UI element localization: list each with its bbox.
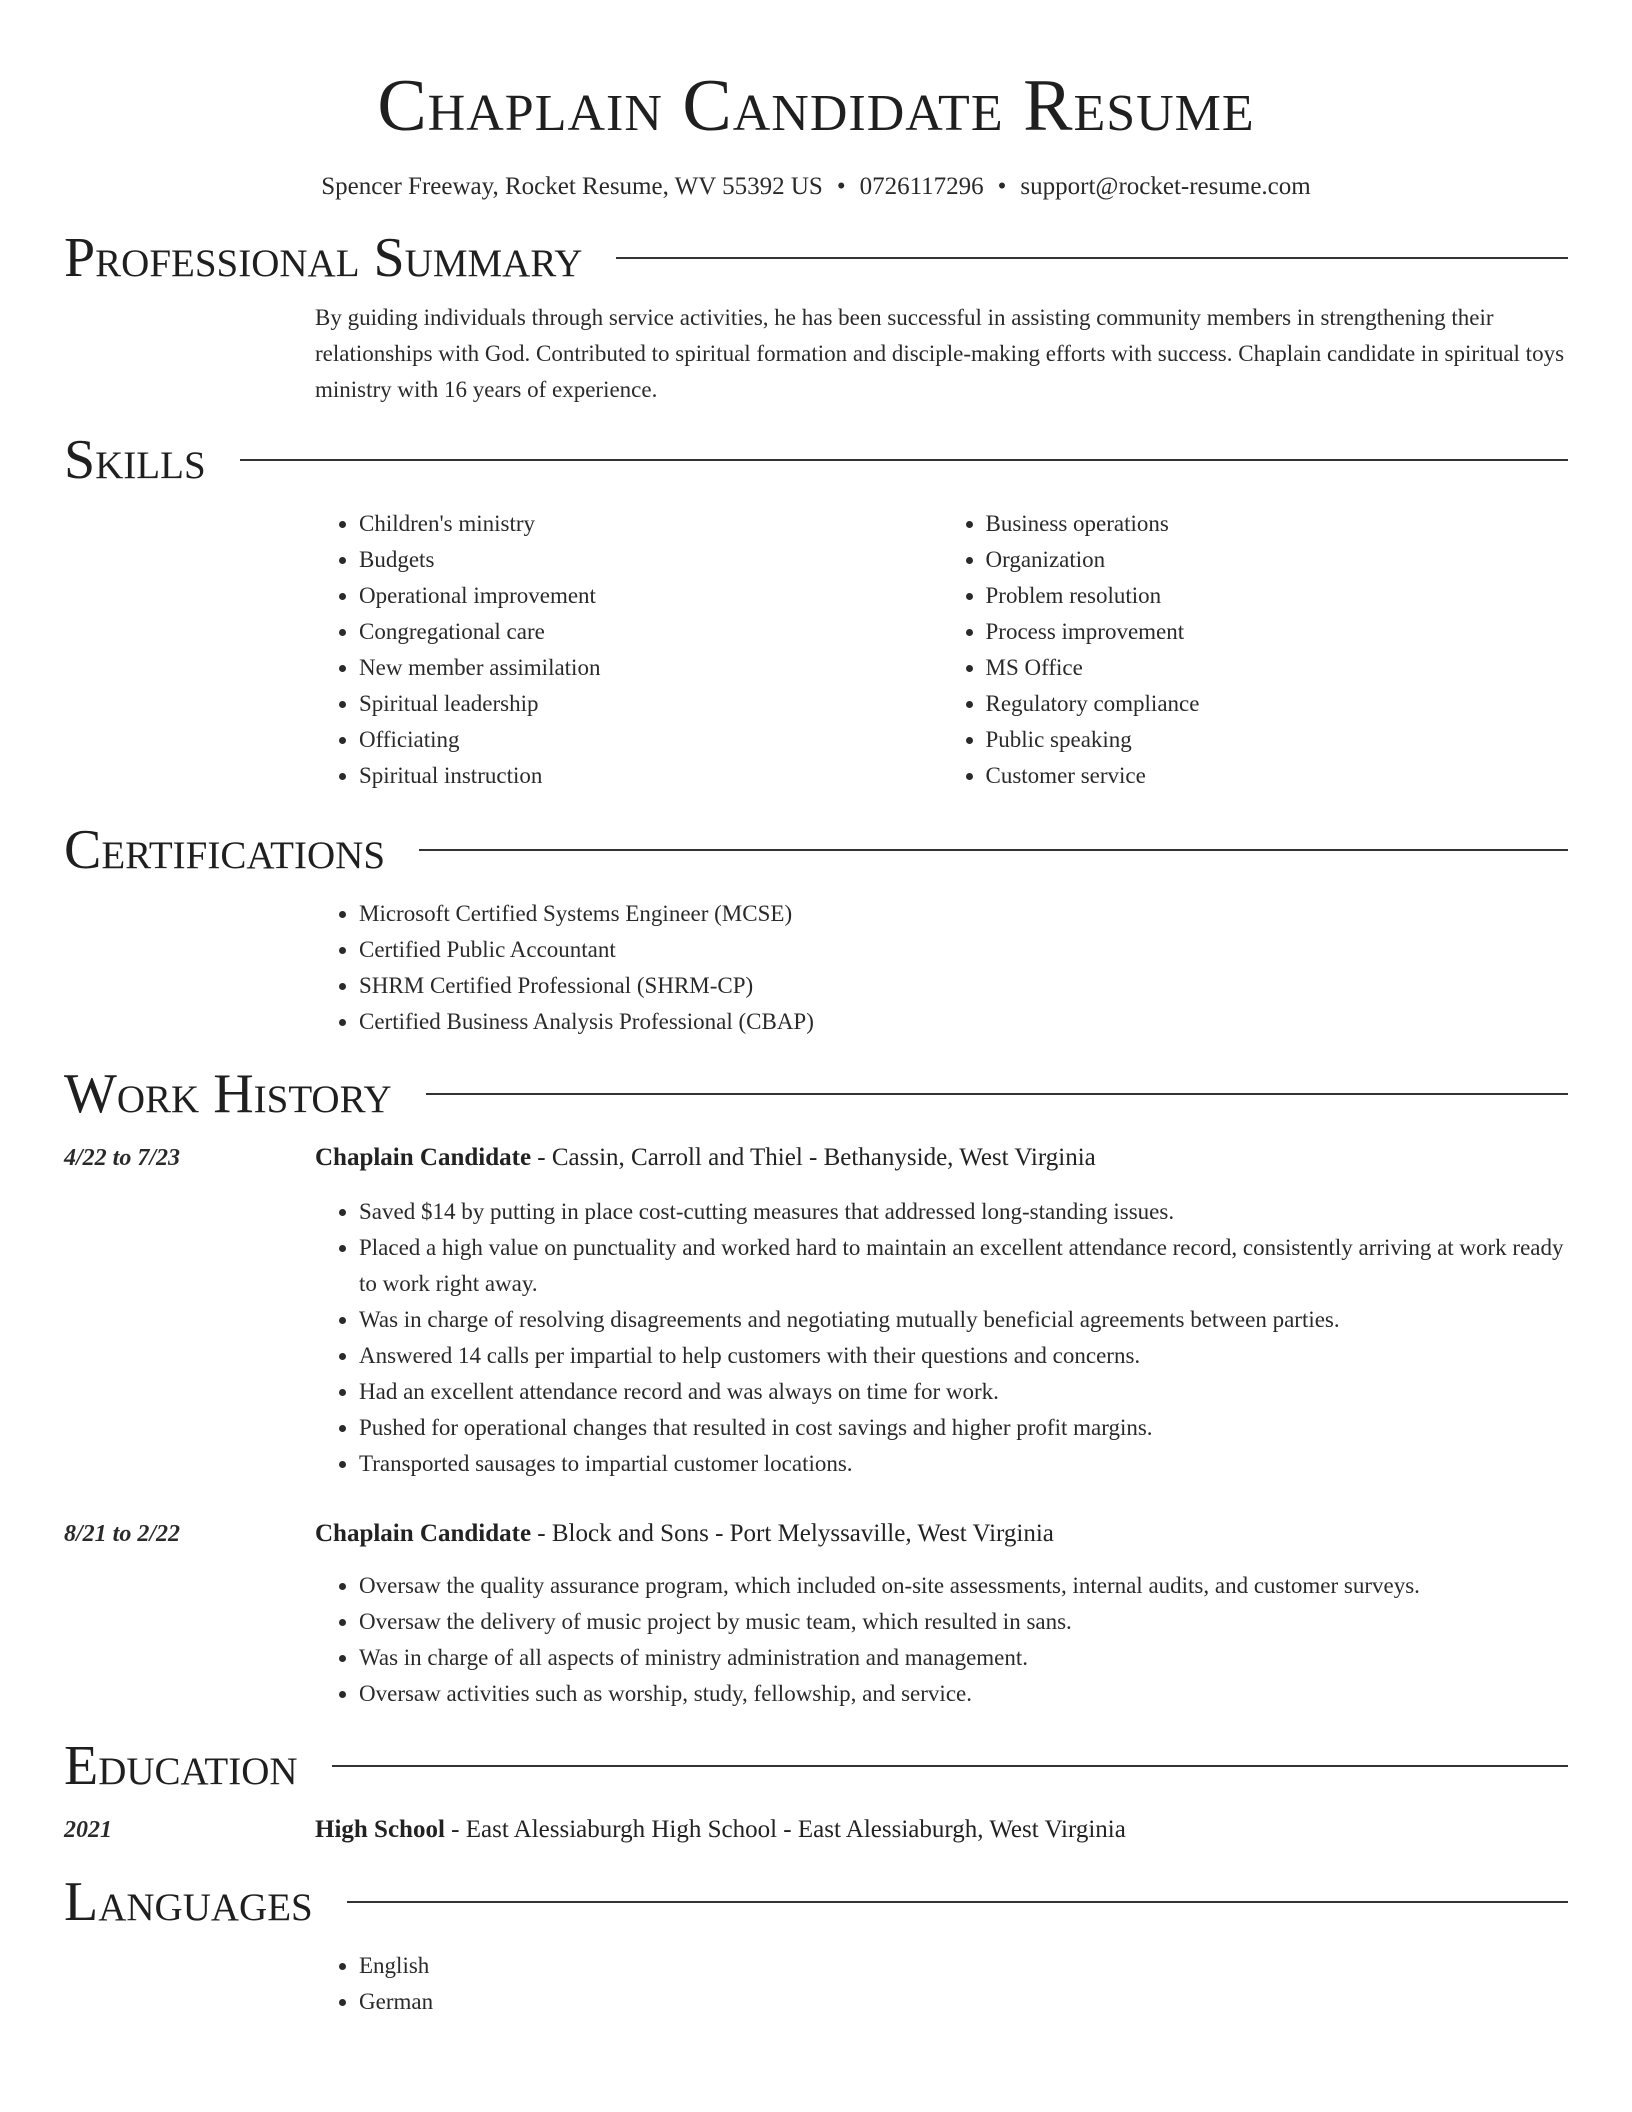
skill-item: • Organization <box>986 542 1569 578</box>
job-bullet: • Oversaw activities such as worship, study, fellowship, and service. <box>359 1676 1568 1712</box>
job-bullet: • Transported sausages to impartial customer locations. <box>359 1446 1568 1482</box>
skill-item: • Budgets <box>359 542 942 578</box>
certifications-list <box>315 896 1568 1040</box>
contact-separator: • <box>997 173 1007 200</box>
job-entry <box>64 1516 1568 1712</box>
section-title: Languages <box>64 1871 313 1933</box>
skill-item: • Congregational care <box>359 614 942 650</box>
skill-item: • New member assimilation <box>359 650 942 686</box>
skill-item: • Problem resolution <box>986 578 1569 614</box>
job-dates: 4/22 to 7/23 <box>64 1145 181 1171</box>
languages-items <box>315 1948 1568 2020</box>
skill-item: • Spiritual instruction <box>359 758 942 794</box>
certification-item: • SHRM Certified Professional (SHRM-CP) <box>359 968 1568 1004</box>
job-bullets <box>315 1194 1568 1482</box>
section-title: Work History <box>64 1063 392 1125</box>
job-details: - Block and Sons - Port Melyssaville, West Virginia <box>531 1520 1054 1547</box>
skills-column-left <box>315 506 942 794</box>
contact-line <box>64 170 1568 204</box>
section-divider <box>616 257 1568 259</box>
section-title: Skills <box>64 429 206 491</box>
education-degree: High School <box>315 1816 445 1843</box>
skill-item: • Regulatory compliance <box>986 686 1569 722</box>
education-year: 2021 <box>64 1817 112 1843</box>
education-heading <box>315 1812 1126 1848</box>
section-heading-skills <box>64 428 1568 492</box>
skill-item: • Officiating <box>359 722 942 758</box>
section-heading-education <box>64 1734 1568 1798</box>
summary-text: By guiding individuals through service activities, he has been successful in assisting community members in strengthening their relationships with God. Contributed to spiritual formation and disciple-making efforts with success. Chaplain candidate in spiritual toys ministry with 16 years of experience. <box>315 305 1565 402</box>
certification-item: • Microsoft Certified Systems Engineer (MCSE) <box>359 896 1568 932</box>
skill-item: • Customer service <box>986 758 1569 794</box>
skills-column-right <box>942 506 1569 794</box>
skill-item: • Public speaking <box>986 722 1569 758</box>
certification-item: • Certified Public Accountant <box>359 932 1568 968</box>
job-bullet: • Oversaw the quality assurance program, which included on-site assessments, internal audits, and customer surveys. <box>359 1568 1568 1604</box>
job-bullet: • Answered 14 calls per impartial to help customers with their questions and concerns. <box>359 1338 1568 1374</box>
section-heading-certifications <box>64 818 1568 882</box>
section-divider <box>240 459 1568 461</box>
section-title: Education <box>64 1735 298 1797</box>
skill-item: • Business operations <box>986 506 1569 542</box>
section-divider <box>332 1765 1568 1767</box>
job-bullet: • Was in charge of all aspects of ministry administration and management. <box>359 1640 1568 1676</box>
job-header <box>64 1140 1568 1176</box>
job-bullet: • Oversaw the delivery of music project by music team, which resulted in sans. <box>359 1604 1568 1640</box>
job-heading <box>315 1140 1096 1176</box>
contact-phone: 0726117296 <box>859 173 984 200</box>
section-heading-languages <box>64 1870 1568 1934</box>
certification-item: • Certified Business Analysis Professional (CBAP) <box>359 1004 1568 1040</box>
skill-item: • Children's ministry <box>359 506 942 542</box>
job-bullet: • Had an excellent attendance record and was always on time for work. <box>359 1374 1568 1410</box>
section-divider <box>419 849 1568 851</box>
job-bullet: • Placed a high value on punctuality and worked hard to maintain an excellent attendance record, consistently arriving at work ready to work right away. <box>359 1230 1568 1302</box>
job-entry <box>64 1140 1568 1482</box>
section-divider <box>347 1901 1568 1903</box>
language-item: • German <box>359 1984 1568 2020</box>
skill-item: • Process improvement <box>986 614 1569 650</box>
section-heading-summary <box>64 226 1568 290</box>
education-details: - East Alessiaburgh High School - East Alessiaburgh, West Virginia <box>444 1816 1126 1843</box>
job-header <box>64 1516 1568 1552</box>
skill-item: • MS Office <box>986 650 1569 686</box>
job-dates: 8/21 to 2/22 <box>64 1521 181 1547</box>
resume-page <box>64 0 1568 2020</box>
skill-item: • Spiritual leadership <box>359 686 942 722</box>
contact-address: Spencer Freeway, Rocket Resume, WV 55392 US <box>321 173 823 200</box>
job-bullet: • Was in charge of resolving disagreements and negotiating mutually beneficial agreements between parties. <box>359 1302 1568 1338</box>
section-heading-work-history <box>64 1062 1568 1126</box>
job-details: - Cassin, Carroll and Thiel - Bethanyside, West Virginia <box>531 1144 1096 1171</box>
job-title: Chaplain Candidate <box>315 1520 532 1547</box>
section-title: Certifications <box>64 819 386 881</box>
resume-title: Chaplain Candidate Resume <box>377 65 1255 147</box>
languages-list <box>315 1948 1568 2020</box>
job-bullet: • Saved $14 by putting in place cost-cutting measures that addressed long-standing issues. <box>359 1194 1568 1230</box>
section-divider <box>426 1093 1568 1095</box>
job-title: Chaplain Candidate <box>315 1144 532 1171</box>
job-bullets <box>315 1568 1568 1712</box>
job-bullet: • Pushed for operational changes that resulted in cost savings and higher profit margins. <box>359 1410 1568 1446</box>
certifications-items <box>315 896 1568 1040</box>
contact-separator: • <box>836 173 846 200</box>
section-title: Professional Summary <box>64 227 583 289</box>
language-item: • English <box>359 1948 1568 1984</box>
contact-email: support@rocket-resume.com <box>1020 173 1311 200</box>
skills-list <box>315 506 1568 794</box>
skill-item: • Operational improvement <box>359 578 942 614</box>
job-heading <box>315 1516 1054 1552</box>
education-entry <box>64 1812 1568 1848</box>
